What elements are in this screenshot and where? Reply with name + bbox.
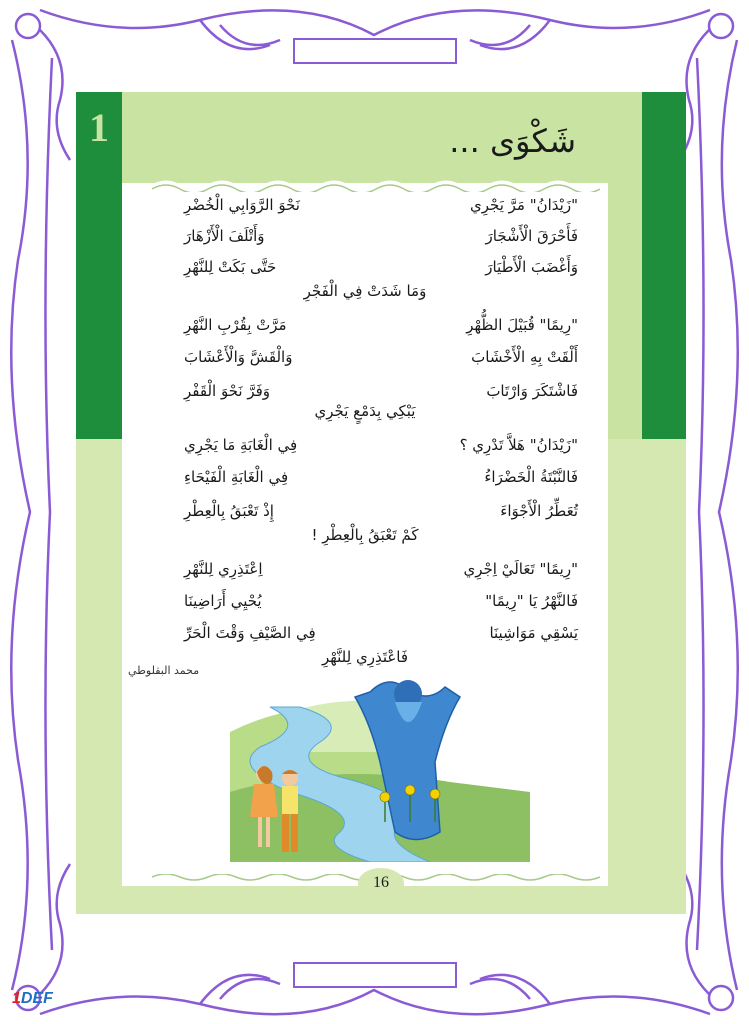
verse-left: مَرَّتْ بِقُرْبِ النَّهْرِ [184, 316, 287, 334]
verse-refrain: يَبْكِي بِدَمْعٍ يَجْرِي [314, 402, 416, 420]
poem-line [122, 348, 608, 370]
left-green-bar [76, 92, 122, 439]
lesson-number: 1 [89, 105, 109, 150]
poem-line [122, 196, 608, 218]
lesson-title: شَكْوَى ... [449, 122, 576, 160]
verse-refrain: فَاعْتَذِرِي لِلنَّهْرِ [321, 648, 409, 666]
verse-right: فَالنَّبْتَةُ الْخَضْرَاءُ [484, 468, 578, 486]
poem-line [122, 592, 608, 614]
right-green-bar [642, 92, 686, 439]
verse-left: وَالْقَشَّ وَالْأَعْشَابَ [184, 348, 293, 366]
verse-left: إِذْ تَعْبَقُ بِالْعِطْرِ [184, 502, 274, 520]
verse-right: فَأَحْرَقَ الْأَشْجَارَ [485, 227, 578, 245]
verse-right: "رِيمًا" تَعَالَيْ اِجْرِي [463, 560, 578, 578]
poem-line [122, 436, 608, 458]
verse-right: فَالنَّهْرُ يَا "رِيمًا" [485, 592, 578, 610]
verse-left: يُحْيِي أَرَاضِينَا [184, 592, 262, 610]
verse-left: حَتَّى بَكَتْ لِلنَّهْرِ [184, 258, 277, 276]
page-number: 16 [358, 868, 404, 898]
verse-right: أَلْقَتْ بِهِ الْأَخْشَابَ [471, 348, 578, 366]
verse-refrain: كَمْ تَعْبَقُ بِالْعِطْرِ ! [311, 526, 419, 544]
author-name: محمد البقلوطي [128, 664, 200, 677]
poem-line [122, 227, 608, 249]
poem-line [122, 502, 608, 524]
verse-left: فِي الصَّيْفِ وَقْتَ الْحَرِّ [184, 624, 316, 642]
verse-right: فَاشْتَكَرَ وَارْتَابَ [486, 382, 578, 400]
verse-right: تُعَطِّرُ الْأَجْوَاءَ [500, 502, 578, 520]
verse-left: اِعْتَذِرِي لِلنَّهْرِ [184, 560, 263, 578]
river-spirit-illustration-icon [230, 672, 530, 862]
logo-part-2: DEF [20, 990, 53, 1007]
poem-line [122, 560, 608, 582]
verse-right: "زَيْدَانُ" مَرَّ يَجْرِي [470, 196, 578, 214]
top-wave-divider [152, 178, 604, 192]
poem-line [122, 624, 608, 646]
bottom-label-box [293, 962, 457, 988]
verse-left: نَحْوَ الرَّوَابِي الْخُضْرِ [184, 196, 300, 214]
verse-left: فِي الْغَابَةِ الْفَيْحَاءِ [184, 468, 289, 486]
poem-line [122, 468, 608, 490]
verse-right: "زَيْدَانُ" هَلاَّ تَدْرِي ؟ [459, 436, 578, 454]
poem-line [122, 282, 608, 304]
verse-right: وَأَغْضَبَ الْأَطْيَارَ [485, 258, 578, 276]
poem-line [122, 258, 608, 280]
site-logo [12, 990, 53, 1008]
logo-part-1: 1 [12, 990, 21, 1007]
verse-right: يَسْقِي مَوَاشِينَا [489, 624, 578, 642]
poem-line [122, 316, 608, 338]
poem-line [122, 402, 608, 424]
verse-left: وَفَرَّ نَحْوَ الْقَفْرِ [184, 382, 271, 400]
poem-line [122, 526, 608, 548]
verse-left: وَأَتْلَفَ الْأَزْهَارَ [184, 227, 265, 245]
verse-left: فِي الْغَابَةِ مَا يَجْرِي [184, 436, 298, 454]
top-label-box [293, 38, 457, 64]
verse-right: "رِيمًا" قُبَيْلَ الظُّهْرِ [466, 316, 578, 334]
verse-refrain: وَمَا شَدَتْ فِي الْفَجْرِ [303, 282, 427, 300]
poem-line [122, 382, 608, 404]
